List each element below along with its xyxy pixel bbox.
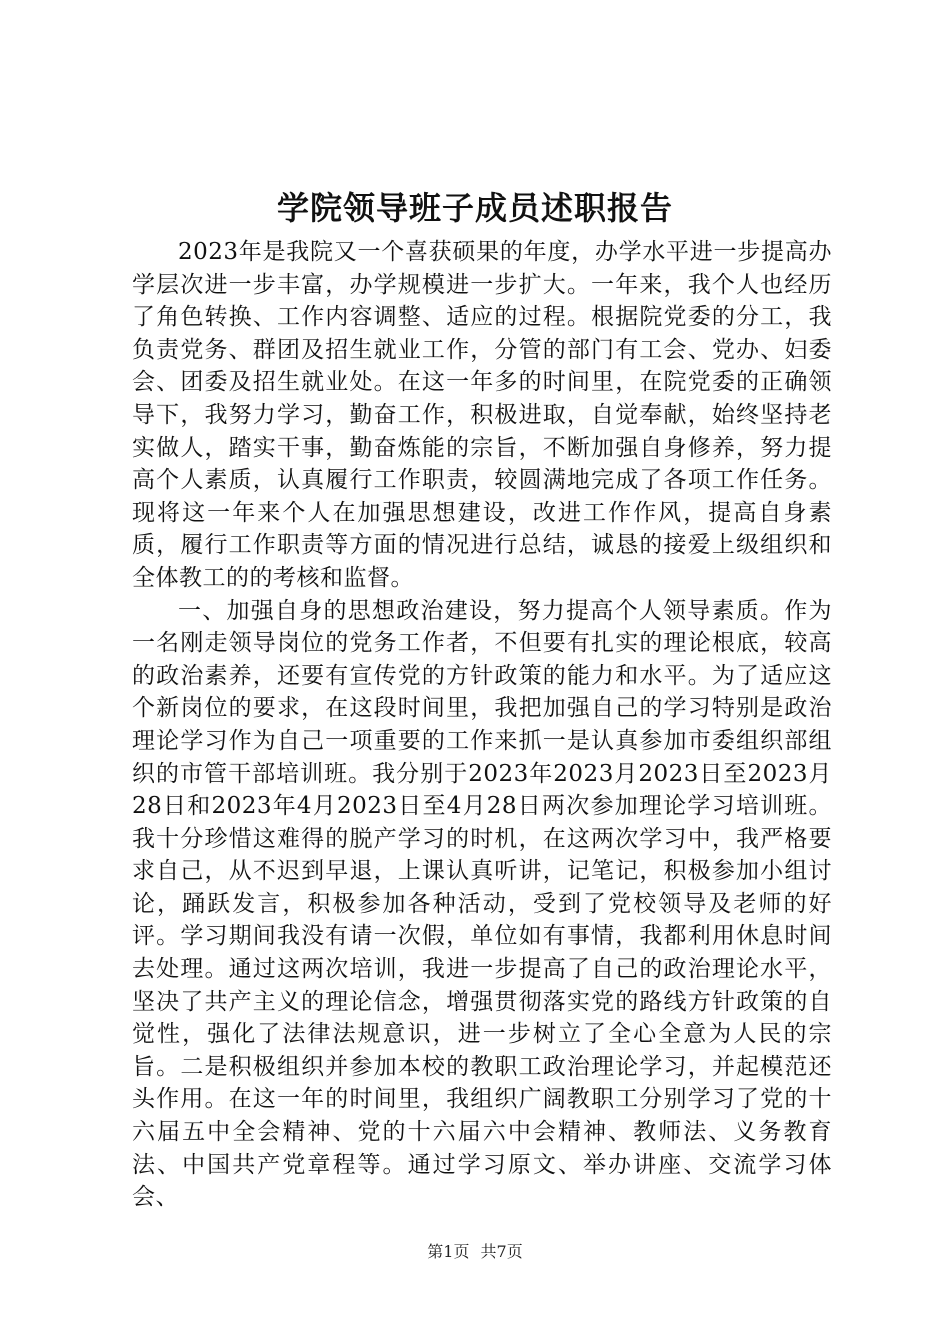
paragraph-intro: 2023年是我院又一个喜获硕果的年度，办学水平进一步提高办学层次进一步丰富，办学规模进一步扩大。一年来，我个人也经历了角色转换、工作内容调整、适应的过程。根据院党委的分工，我负责党务、群团及招生就业工作，分管的部门有工会、党办、妇委会、团委及招生就业处。在这一年多的时间里，在院党委的正确领导下，我努力学习，勤奋工作，积极进取，自觉奉献，始终坚持老实做人，踏实干事，勤奋炼能的宗旨，不断加强自身修养，努力提高个人素质，认真履行工作职责，较圆满地完成了各项工作任务。现将这一年来个人在加强思想建设，改进工作作风，提高自身素质，履行工作职责等方面的情况进行总结，诚恳的接爱上级组织和全体教工的的考核和监督。 (132, 239, 832, 591)
document-body (132, 236, 832, 1214)
page-number: 第1页 (427, 1242, 470, 1261)
paragraph-section-one: 一、加强自身的思想政治建设，努力提高个人领导素质。作为一名刚走领导岗位的党务工作者，不但要有扎实的理论根底，较高的政治素养，还要有宣传党的方针政策的能力和水平。为了适应这个新岗位的要求，在这段时间里，我把加强自己的学习特别是政治理论学习作为自己一项重要的工作来抓一是认真参加市委组织部组织的市管干部培训班。我分别于2023年2023月2023日至2023月28日和2023年4月2023日至4月28日两次参加理论学习培训班。我十分珍惜这难得的脱产学习的时机，在这两次学习中，我严格要求自己，从不迟到早退，上课认真听讲，记笔记，积极参加小组讨论，踊跃发言，积极参加各种活动，受到了党校领导及老师的好评。学习期间我没有请一次假，单位如有事情，我都利用休息时间去处理。通过这两次培训，我进一步提高了自己的政治理论水平，坚决了共产主义的理论信念，增强贯彻落实党的路线方针政策的自觉性，强化了法律法规意识，进一步树立了全心全意为人民的宗旨。二是积极组织并参加本校的教职工政治理论学习，并起模范还头作用。在这一年的时间里，我组织广阔教职工分别学习了党的十六届五中全会精神、党的十六届六中会精神、教师法、义务教育法、中国共产党章程等。通过学习原文、举办讲座、交流学习体会、 (132, 597, 832, 1211)
page-footer (0, 1240, 950, 1264)
document-title: 学院领导班子成员述职报告 (276, 189, 673, 227)
page-total: 共7页 (480, 1242, 523, 1261)
